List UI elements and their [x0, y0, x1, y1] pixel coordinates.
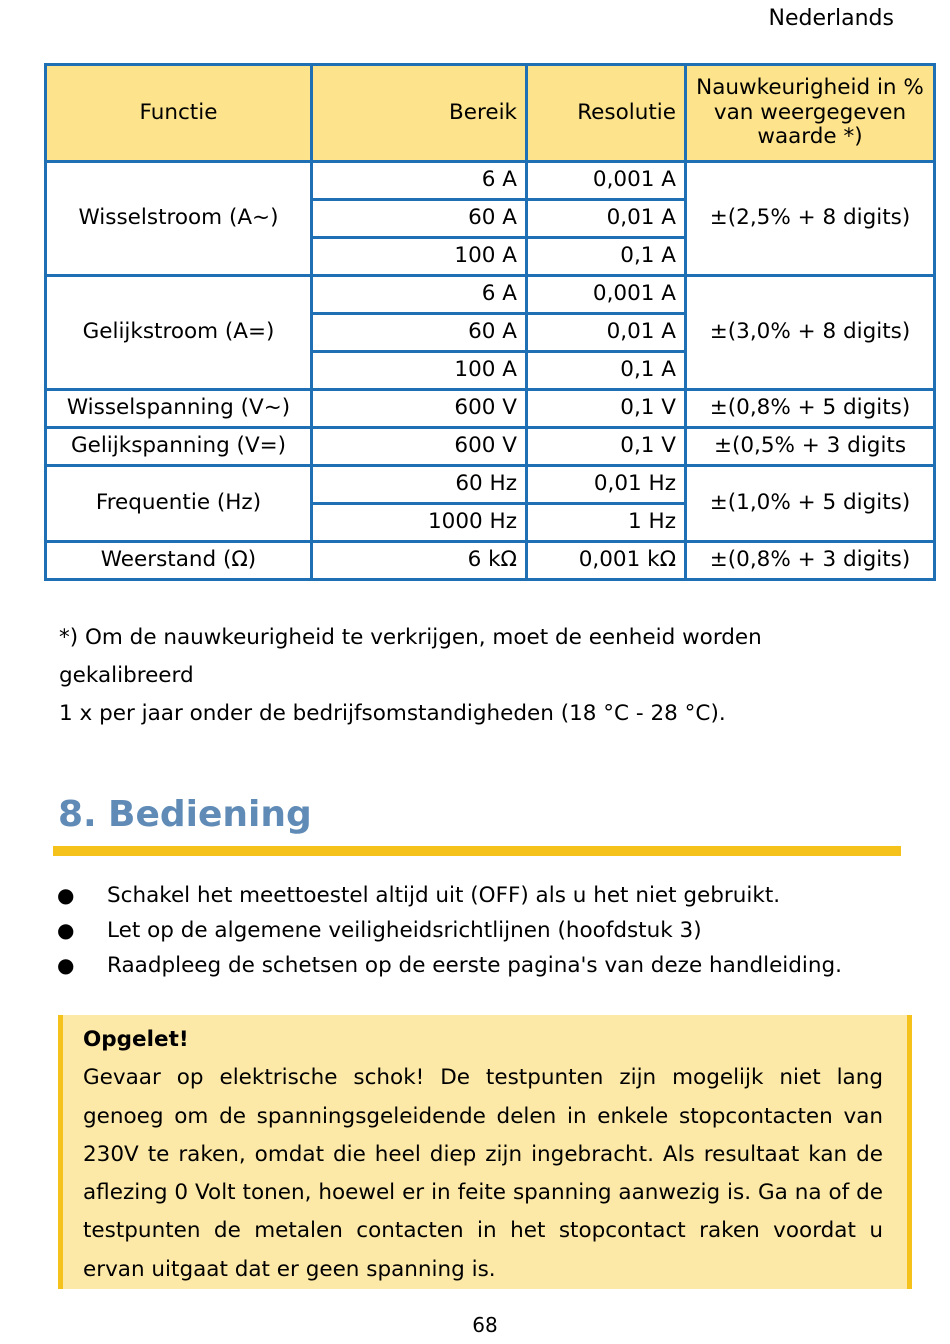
functie-cell: Gelijkspanning (V=) [46, 428, 312, 466]
page-number: 68 [472, 1313, 498, 1337]
bereik-cell: 600 V [312, 428, 527, 466]
resolutie-cell: 0,001 A [527, 162, 686, 200]
bullet-icon: ● [57, 953, 75, 977]
footnote [59, 619, 899, 733]
bereik-cell: 6 A [312, 162, 527, 200]
table-row [46, 162, 935, 200]
table-header-row [46, 65, 935, 162]
resolutie-cell: 0,1 V [527, 390, 686, 428]
bullet-list [57, 878, 842, 983]
list-item [57, 878, 842, 913]
resolutie-cell: 0,01 Hz [527, 466, 686, 504]
table-row [46, 390, 935, 428]
table-row [46, 466, 935, 504]
nauwkeurigheid-cell: ±(0,8% + 3 digits) [686, 542, 935, 580]
functie-cell: Frequentie (Hz) [46, 466, 312, 542]
nauwkeurigheid-cell: ±(2,5% + 8 digits) [686, 162, 935, 276]
bereik-cell: 60 A [312, 314, 527, 352]
header-bereik: Bereik [312, 65, 527, 162]
warning-title: Opgelet! [83, 1027, 189, 1052]
list-item-text: Raadpleeg de schetsen op de eerste pagina's van deze handleiding. [107, 953, 843, 978]
resolutie-cell: 0,01 A [527, 200, 686, 238]
bereik-cell: 600 V [312, 390, 527, 428]
warning-box [58, 1015, 912, 1289]
section-title: Bediening [108, 794, 312, 835]
table-row [46, 428, 935, 466]
nauwkeurigheid-cell: ±(0,8% + 5 digits) [686, 390, 935, 428]
bullet-icon: ● [57, 883, 75, 907]
bereik-cell: 6 A [312, 276, 527, 314]
resolutie-cell: 0,1 A [527, 352, 686, 390]
resolutie-cell: 0,1 A [527, 238, 686, 276]
header-functie: Functie [46, 65, 312, 162]
functie-cell: Wisselstroom (A~) [46, 162, 312, 276]
list-item-text: Schakel het meettoestel altijd uit (OFF) als u het niet gebruikt. [107, 883, 781, 908]
resolutie-cell: 1 Hz [527, 504, 686, 542]
list-item [57, 913, 842, 948]
bereik-cell: 100 A [312, 352, 527, 390]
bereik-cell: 1000 Hz [312, 504, 527, 542]
section-heading [58, 794, 312, 835]
section-number: 8. [58, 794, 97, 835]
bullet-icon: ● [57, 918, 75, 942]
resolutie-cell: 0,1 V [527, 428, 686, 466]
specifications-table [44, 63, 936, 581]
warning-text: Gevaar op elektrische schok! De testpunten zijn mogelijk niet lang genoeg om de spanningsgeleidende delen in enkele stopcontacten van 230V te raken, omdat die heel diep zijn ingebracht. Als resultaat kan de aflezing 0 Volt tonen, hoewel er in feite spanning aanwezig is. Ga na of de testpunten de metalen contacten in het stopcontact raken voordat u ervan uitgaat dat er geen spanning is. [83, 1065, 883, 1282]
nauwkeurigheid-cell: ±(0,5% + 3 digits [686, 428, 935, 466]
functie-cell: Wisselspanning (V~) [46, 390, 312, 428]
header-nauwkeurigheid: Nauwkeurigheid in % van weergegeven waarde *) [686, 65, 935, 162]
resolutie-cell: 0,01 A [527, 314, 686, 352]
functie-cell: Weerstand (Ω) [46, 542, 312, 580]
table-row [46, 542, 935, 580]
bereik-cell: 6 kΩ [312, 542, 527, 580]
resolutie-cell: 0,001 kΩ [527, 542, 686, 580]
language-label: Nederlands [768, 6, 894, 31]
footnote-line: *) Om de nauwkeurigheid te verkrijgen, moet de eenheid worden gekalibreerd [59, 625, 762, 688]
list-item-text: Let op de algemene veiligheidsrichtlijnen (hoofdstuk 3) [107, 918, 702, 943]
resolutie-cell: 0,001 A [527, 276, 686, 314]
bereik-cell: 60 A [312, 200, 527, 238]
bereik-cell: 100 A [312, 238, 527, 276]
footnote-line: 1 x per jaar onder de bedrijfsomstandigheden (18 °C - 28 °C). [59, 701, 726, 726]
list-item [57, 948, 842, 983]
section-divider [53, 846, 901, 856]
functie-cell: Gelijkstroom (A=) [46, 276, 312, 390]
header-resolutie: Resolutie [527, 65, 686, 162]
bereik-cell: 60 Hz [312, 466, 527, 504]
nauwkeurigheid-cell: ±(1,0% + 5 digits) [686, 466, 935, 542]
nauwkeurigheid-cell: ±(3,0% + 8 digits) [686, 276, 935, 390]
table-row [46, 276, 935, 314]
